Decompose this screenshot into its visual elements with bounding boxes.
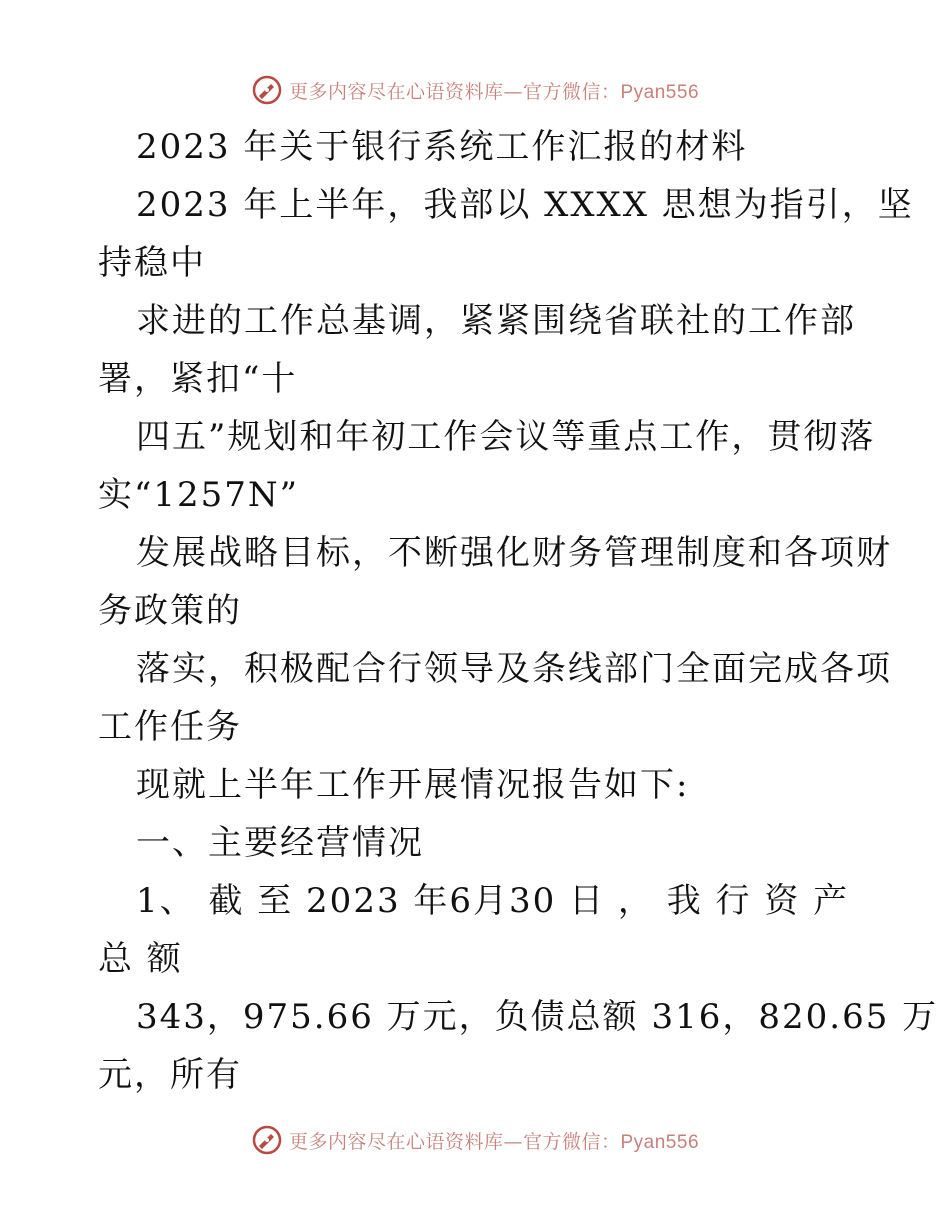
paragraph-line: 2023 年上半年，我部以 XXXX 思想为指引，坚 <box>136 185 914 225</box>
watermark-text: 更多内容尽在心语资料库—官方微信：Pyan556 <box>288 1130 700 1153</box>
footer-watermark <box>0 1120 950 1160</box>
pen-nib-circle-icon <box>251 1124 283 1156</box>
document-body <box>98 118 939 1104</box>
paragraph-line: 署，紧扣“十 <box>98 359 298 399</box>
paragraph-line: 持稳中 <box>98 243 206 283</box>
paragraph-line: 务政策的 <box>98 591 242 631</box>
paragraph-line: 求进的工作总基调，紧紧围绕省联社的工作部 <box>136 301 856 341</box>
header-watermark <box>0 70 950 110</box>
paragraph-line: 元，所有 <box>98 1055 242 1095</box>
paragraph-line: 343，975.66 万元，负债总额 316，820.65 万 <box>136 997 939 1037</box>
pen-nib-circle-icon <box>251 74 283 106</box>
paragraph-line: 总 额 <box>98 939 183 979</box>
paragraph-line: 四五”规划和年初工作会议等重点工作，贯彻落 <box>136 417 876 457</box>
paragraph-line: 发展战略目标，不断强化财务管理制度和各项财 <box>136 533 892 573</box>
paragraph-line: 落实，积极配合行领导及条线部门全面完成各项 <box>136 649 892 689</box>
watermark-text: 更多内容尽在心语资料库—官方微信：Pyan556 <box>288 80 700 103</box>
section-heading: 一、主要经营情况 <box>136 823 424 863</box>
document-title: 2023 年关于银行系统工作汇报的材料 <box>136 127 748 167</box>
paragraph-line: 1、 截 至 2023 年6月30 日 ， 我 行 资 产 <box>136 881 850 921</box>
paragraph-line: 工作任务 <box>98 707 242 747</box>
paragraph-line: 现就上半年工作开展情况报告如下: <box>136 765 690 805</box>
paragraph-line: 实“1257N” <box>98 475 300 515</box>
